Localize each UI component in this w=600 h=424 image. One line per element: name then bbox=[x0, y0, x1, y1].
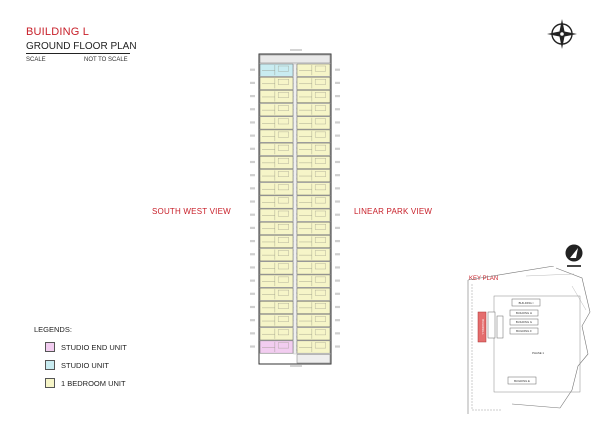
building-label: BUILDING H bbox=[515, 311, 533, 315]
unit-tag bbox=[250, 306, 255, 308]
compass-rose-icon bbox=[545, 17, 579, 51]
legend-label: 1 BEDROOM UNIT bbox=[61, 378, 126, 388]
unit-tag bbox=[250, 227, 255, 229]
south-west-view-label: SOUTH WEST VIEW bbox=[152, 207, 231, 216]
plan-subtitle: GROUND FLOOR PLAN bbox=[26, 41, 137, 52]
floor-plan bbox=[240, 44, 350, 376]
unit-tag bbox=[335, 174, 340, 176]
legend-swatch bbox=[45, 360, 55, 370]
legend-item-one-bedroom bbox=[45, 378, 126, 388]
unit-tag bbox=[250, 293, 255, 295]
unit-tag bbox=[335, 161, 340, 163]
unit-tag bbox=[335, 187, 340, 189]
unit-tag bbox=[250, 240, 255, 242]
unit-tag bbox=[335, 345, 340, 347]
unit-tag bbox=[335, 293, 340, 295]
unit-tag bbox=[250, 161, 255, 163]
building-label: BUILDING F bbox=[516, 329, 532, 333]
unit-tag bbox=[335, 332, 340, 334]
unit-tag bbox=[250, 108, 255, 110]
unit-tag bbox=[335, 121, 340, 123]
unit-tag bbox=[250, 345, 255, 347]
unit-tag bbox=[335, 108, 340, 110]
unit-tag bbox=[250, 319, 255, 321]
phase-label: PHASE 1 bbox=[532, 351, 544, 355]
subtitle-underline bbox=[26, 53, 130, 54]
unit-tag bbox=[335, 240, 340, 242]
unit-tag bbox=[250, 187, 255, 189]
unit-tag bbox=[335, 200, 340, 202]
unit-tag bbox=[335, 135, 340, 137]
scale-label: SCALE bbox=[26, 57, 46, 63]
building-label: BUILDING I bbox=[518, 300, 534, 305]
unit-tag bbox=[335, 214, 340, 216]
legend-label: STUDIO UNIT bbox=[61, 360, 109, 370]
unit-tag bbox=[335, 227, 340, 229]
unit-tag bbox=[250, 174, 255, 176]
legend-item-studio-end bbox=[45, 342, 127, 352]
unit-tag bbox=[250, 148, 255, 150]
unit-tag bbox=[335, 306, 340, 308]
legend-swatch bbox=[45, 342, 55, 352]
linear-park-view-label: LINEAR PARK VIEW bbox=[354, 207, 433, 216]
unit-tag bbox=[335, 148, 340, 150]
unit-tag bbox=[250, 200, 255, 202]
unit-tag bbox=[250, 253, 255, 255]
unit-tag bbox=[335, 253, 340, 255]
unit-tag bbox=[250, 280, 255, 282]
building-title: BUILDING L bbox=[26, 26, 90, 38]
unit-tag bbox=[335, 95, 340, 97]
legend-item-studio bbox=[45, 360, 109, 370]
building-label: BUILDING E bbox=[514, 378, 530, 383]
building-block bbox=[497, 316, 503, 338]
building-label: BUILDING G bbox=[515, 320, 533, 324]
building-l-label: BUILDING L bbox=[481, 319, 485, 335]
unit-tag bbox=[335, 266, 340, 268]
unit-tag bbox=[335, 69, 340, 71]
bottom-stair bbox=[297, 355, 330, 364]
unit-tag bbox=[250, 214, 255, 216]
top-lobby bbox=[260, 55, 330, 63]
unit-tag bbox=[335, 319, 340, 321]
unit-tag bbox=[250, 69, 255, 71]
key-plan-title: KEY PLAN bbox=[469, 276, 499, 282]
unit-tag bbox=[250, 332, 255, 334]
building-block bbox=[488, 312, 495, 338]
legend-swatch bbox=[45, 378, 55, 388]
unit-tag bbox=[250, 121, 255, 123]
unit-tag bbox=[250, 266, 255, 268]
legend-title: LEGENDS: bbox=[34, 325, 72, 334]
unit-tag bbox=[335, 280, 340, 282]
scale-value: NOT TO SCALE bbox=[84, 57, 128, 63]
unit-tag bbox=[250, 95, 255, 97]
central-corridor bbox=[294, 64, 297, 354]
highlighted-building bbox=[478, 312, 486, 342]
plan-units bbox=[250, 50, 340, 366]
unit-tag bbox=[335, 82, 340, 84]
legend-label: STUDIO END UNIT bbox=[61, 342, 127, 352]
key-plan bbox=[462, 266, 592, 414]
unit-tag bbox=[250, 135, 255, 137]
unit-tag bbox=[250, 82, 255, 84]
